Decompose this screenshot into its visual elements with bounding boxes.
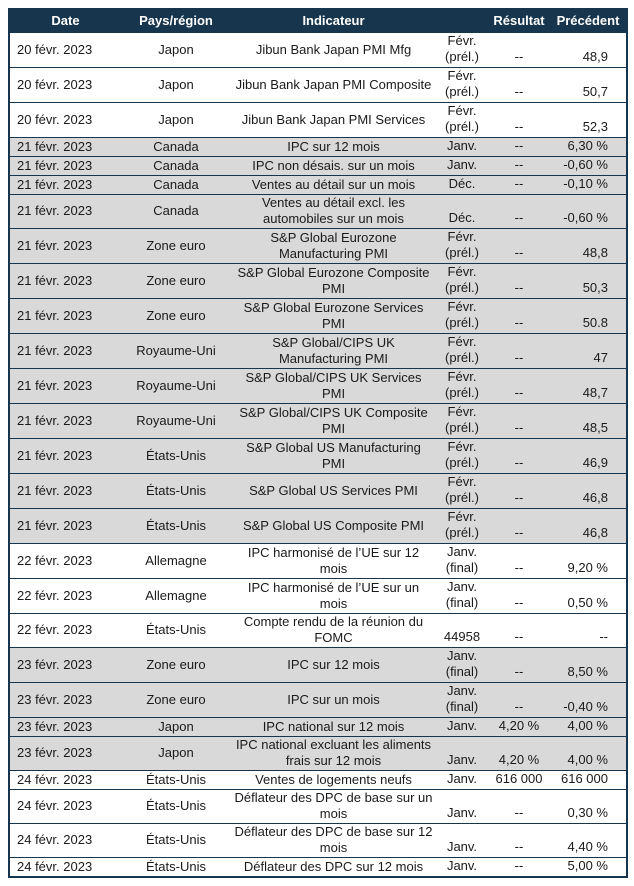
cell-previous: 4,40 %: [550, 824, 627, 858]
cell-previous: 5,00 %: [550, 858, 627, 878]
cell-previous: 8,50 %: [550, 648, 627, 683]
table-row: [9, 579, 627, 614]
cell-indicator: S&P Global Eurozone Manufacturing PMI: [231, 229, 436, 264]
cell-date: 24 févr. 2023: [9, 790, 121, 824]
cell-period: Déc.: [436, 176, 488, 195]
cell-previous: -0,40 %: [550, 683, 627, 718]
cell-period: Janv.: [436, 737, 488, 771]
cell-period: Févr. (prél.): [436, 474, 488, 509]
cell-region: Canada: [121, 195, 231, 229]
table-row: [9, 737, 627, 771]
cell-date: 21 févr. 2023: [9, 264, 121, 299]
cell-result: --: [488, 824, 550, 858]
cell-result: --: [488, 544, 550, 579]
cell-date: 24 févr. 2023: [9, 771, 121, 790]
cell-result: --: [488, 68, 550, 103]
cell-previous: 4,00 %: [550, 718, 627, 737]
cell-result: 616 000: [488, 771, 550, 790]
cell-previous: 616 000: [550, 771, 627, 790]
cell-region: Canada: [121, 157, 231, 176]
cell-period: Janv.: [436, 790, 488, 824]
column-header-period: [436, 9, 488, 33]
cell-indicator: Ventes de logements neufs: [231, 771, 436, 790]
cell-period: Janv. (final): [436, 683, 488, 718]
cell-region: États-Unis: [121, 474, 231, 509]
cell-indicator: S&P Global/CIPS UK Services PMI: [231, 369, 436, 404]
cell-indicator: IPC harmonisé de l’UE sur un mois: [231, 579, 436, 614]
cell-region: Japon: [121, 33, 231, 68]
column-header-indicator: Indicateur: [231, 9, 436, 33]
cell-indicator: IPC non désais. sur un mois: [231, 157, 436, 176]
header-row: [9, 9, 627, 33]
cell-date: 24 févr. 2023: [9, 824, 121, 858]
cell-date: 21 févr. 2023: [9, 299, 121, 334]
cell-date: 21 févr. 2023: [9, 157, 121, 176]
cell-indicator: S&P Global US Services PMI: [231, 474, 436, 509]
cell-previous: 9,20 %: [550, 544, 627, 579]
cell-period: Janv.: [436, 858, 488, 878]
cell-result: --: [488, 474, 550, 509]
cell-indicator: Déflateur des DPC de base sur 12 mois: [231, 824, 436, 858]
cell-previous: 50.8: [550, 299, 627, 334]
cell-date: 20 févr. 2023: [9, 68, 121, 103]
cell-period: Févr. (prél.): [436, 299, 488, 334]
cell-previous: 46,8: [550, 474, 627, 509]
cell-region: États-Unis: [121, 771, 231, 790]
cell-previous: 0,50 %: [550, 579, 627, 614]
cell-date: 22 févr. 2023: [9, 614, 121, 648]
cell-result: --: [488, 790, 550, 824]
table-row: [9, 683, 627, 718]
table-row: [9, 648, 627, 683]
cell-result: --: [488, 33, 550, 68]
cell-indicator: S&P Global/CIPS UK Manufacturing PMI: [231, 334, 436, 369]
cell-period: Févr. (prél.): [436, 334, 488, 369]
cell-date: 22 févr. 2023: [9, 544, 121, 579]
cell-region: Allemagne: [121, 579, 231, 614]
cell-region: États-Unis: [121, 824, 231, 858]
cell-date: 24 févr. 2023: [9, 858, 121, 878]
table-row: [9, 195, 627, 229]
table-row: [9, 790, 627, 824]
cell-result: --: [488, 229, 550, 264]
cell-date: 21 févr. 2023: [9, 439, 121, 474]
cell-previous: 48,5: [550, 404, 627, 439]
cell-date: 23 févr. 2023: [9, 718, 121, 737]
cell-period: 44958: [436, 614, 488, 648]
cell-period: Févr. (prél.): [436, 103, 488, 138]
cell-indicator: IPC harmonisé de l’UE sur 12 mois: [231, 544, 436, 579]
cell-date: 21 févr. 2023: [9, 176, 121, 195]
cell-region: Royaume-Uni: [121, 334, 231, 369]
table-row: [9, 824, 627, 858]
cell-previous: -0,60 %: [550, 157, 627, 176]
cell-region: Royaume-Uni: [121, 369, 231, 404]
cell-date: 21 févr. 2023: [9, 404, 121, 439]
cell-indicator: S&P Global Eurozone Composite PMI: [231, 264, 436, 299]
cell-region: Zone euro: [121, 683, 231, 718]
cell-previous: -0,60 %: [550, 195, 627, 229]
cell-period: Févr. (prél.): [436, 264, 488, 299]
table-row: [9, 264, 627, 299]
cell-previous: 4,00 %: [550, 737, 627, 771]
cell-indicator: Ventes au détail sur un mois: [231, 176, 436, 195]
cell-previous: 50,7: [550, 68, 627, 103]
cell-region: États-Unis: [121, 439, 231, 474]
cell-result: --: [488, 683, 550, 718]
cell-indicator: S&P Global US Manufacturing PMI: [231, 439, 436, 474]
table-row: [9, 229, 627, 264]
cell-result: --: [488, 103, 550, 138]
cell-result: --: [488, 264, 550, 299]
table-row: [9, 614, 627, 648]
cell-region: Japon: [121, 68, 231, 103]
cell-date: 23 févr. 2023: [9, 648, 121, 683]
cell-indicator: Jibun Bank Japan PMI Services: [231, 103, 436, 138]
cell-region: Zone euro: [121, 648, 231, 683]
table-row: [9, 33, 627, 68]
cell-region: États-Unis: [121, 858, 231, 878]
cell-region: Zone euro: [121, 299, 231, 334]
cell-indicator: S&P Global Eurozone Services PMI: [231, 299, 436, 334]
cell-date: 23 févr. 2023: [9, 737, 121, 771]
cell-date: 21 févr. 2023: [9, 369, 121, 404]
cell-period: Févr. (prél.): [436, 68, 488, 103]
cell-result: --: [488, 176, 550, 195]
cell-period: Févr. (prél.): [436, 509, 488, 544]
column-header-result: Résultat: [488, 9, 550, 33]
table-row: [9, 334, 627, 369]
table-row: [9, 369, 627, 404]
cell-result: --: [488, 334, 550, 369]
cell-region: Zone euro: [121, 264, 231, 299]
cell-result: --: [488, 404, 550, 439]
cell-result: --: [488, 369, 550, 404]
cell-indicator: S&P Global US Composite PMI: [231, 509, 436, 544]
cell-indicator: IPC sur 12 mois: [231, 138, 436, 157]
cell-date: 21 févr. 2023: [9, 229, 121, 264]
table-row: [9, 103, 627, 138]
cell-result: --: [488, 858, 550, 878]
cell-indicator: Déflateur des DPC de base sur un mois: [231, 790, 436, 824]
cell-region: Canada: [121, 138, 231, 157]
cell-date: 22 févr. 2023: [9, 579, 121, 614]
cell-indicator: IPC sur 12 mois: [231, 648, 436, 683]
cell-period: Janv.: [436, 824, 488, 858]
cell-period: Févr. (prél.): [436, 439, 488, 474]
table-row: [9, 439, 627, 474]
cell-region: États-Unis: [121, 790, 231, 824]
cell-previous: --: [550, 614, 627, 648]
cell-previous: 47: [550, 334, 627, 369]
cell-period: Janv.: [436, 157, 488, 176]
cell-region: Canada: [121, 176, 231, 195]
cell-indicator: Jibun Bank Japan PMI Mfg: [231, 33, 436, 68]
cell-result: --: [488, 579, 550, 614]
cell-previous: 46,8: [550, 509, 627, 544]
cell-result: --: [488, 648, 550, 683]
table-row: [9, 858, 627, 878]
cell-previous: 6,30 %: [550, 138, 627, 157]
cell-date: 21 févr. 2023: [9, 334, 121, 369]
cell-period: Févr. (prél.): [436, 404, 488, 439]
economic-calendar-table: [8, 8, 628, 878]
table-row: [9, 299, 627, 334]
cell-result: --: [488, 157, 550, 176]
table-row: [9, 176, 627, 195]
cell-period: Févr. (prél.): [436, 33, 488, 68]
cell-indicator: Ventes au détail excl. les automobiles sur un mois: [231, 195, 436, 229]
cell-period: Janv. (final): [436, 648, 488, 683]
cell-indicator: Jibun Bank Japan PMI Composite: [231, 68, 436, 103]
cell-region: Japon: [121, 718, 231, 737]
cell-period: Févr. (prél.): [436, 229, 488, 264]
cell-indicator: Compte rendu de la réunion du FOMC: [231, 614, 436, 648]
table-row: [9, 157, 627, 176]
cell-result: --: [488, 614, 550, 648]
cell-region: États-Unis: [121, 509, 231, 544]
cell-date: 21 févr. 2023: [9, 138, 121, 157]
cell-previous: 48,8: [550, 229, 627, 264]
cell-previous: 48,9: [550, 33, 627, 68]
cell-region: Japon: [121, 103, 231, 138]
cell-date: 23 févr. 2023: [9, 683, 121, 718]
cell-date: 20 févr. 2023: [9, 103, 121, 138]
cell-date: 21 févr. 2023: [9, 195, 121, 229]
column-header-previous: Précédent: [550, 9, 627, 33]
table-body: [9, 33, 627, 878]
cell-result: --: [488, 509, 550, 544]
table-row: [9, 771, 627, 790]
cell-period: Déc.: [436, 195, 488, 229]
cell-previous: 46,9: [550, 439, 627, 474]
cell-previous: 52,3: [550, 103, 627, 138]
cell-region: Royaume-Uni: [121, 404, 231, 439]
cell-result: --: [488, 299, 550, 334]
table-row: [9, 404, 627, 439]
cell-date: 21 févr. 2023: [9, 509, 121, 544]
cell-date: 20 févr. 2023: [9, 33, 121, 68]
cell-result: --: [488, 439, 550, 474]
cell-indicator: Déflateur des DPC sur 12 mois: [231, 858, 436, 878]
cell-result: 4,20 %: [488, 737, 550, 771]
cell-period: Janv.: [436, 138, 488, 157]
cell-previous: 0,30 %: [550, 790, 627, 824]
cell-period: Févr. (prél.): [436, 369, 488, 404]
cell-result: 4,20 %: [488, 718, 550, 737]
cell-period: Janv. (final): [436, 579, 488, 614]
table-row: [9, 474, 627, 509]
table-row: [9, 718, 627, 737]
cell-date: 21 févr. 2023: [9, 474, 121, 509]
cell-region: États-Unis: [121, 614, 231, 648]
cell-period: Janv.: [436, 771, 488, 790]
cell-period: Janv.: [436, 718, 488, 737]
cell-indicator: IPC national sur 12 mois: [231, 718, 436, 737]
cell-region: Zone euro: [121, 229, 231, 264]
cell-region: Allemagne: [121, 544, 231, 579]
cell-previous: 50,3: [550, 264, 627, 299]
table-row: [9, 509, 627, 544]
cell-period: Janv. (final): [436, 544, 488, 579]
cell-indicator: IPC national excluant les aliments frais sur 12 mois: [231, 737, 436, 771]
table-row: [9, 544, 627, 579]
column-header-date: Date: [9, 9, 121, 33]
table-row: [9, 138, 627, 157]
table-row: [9, 68, 627, 103]
cell-previous: -0,10 %: [550, 176, 627, 195]
cell-indicator: IPC sur un mois: [231, 683, 436, 718]
cell-result: --: [488, 195, 550, 229]
cell-previous: 48,7: [550, 369, 627, 404]
column-header-region: Pays/région: [121, 9, 231, 33]
cell-region: Japon: [121, 737, 231, 771]
cell-result: --: [488, 138, 550, 157]
cell-indicator: S&P Global/CIPS UK Composite PMI: [231, 404, 436, 439]
